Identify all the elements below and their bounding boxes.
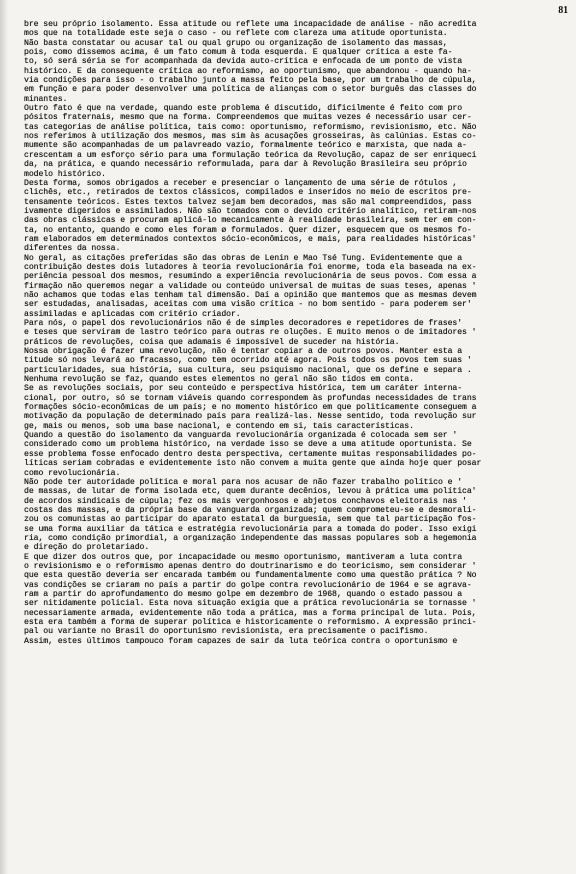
text-line: ge, mais ou menos, sob uma base nacional, e contendo em si, tais características. [24, 421, 414, 431]
text-line: Assim, estes últimos tampouco foram capazes de sair da luta teórica contra o oportunismo e [24, 636, 458, 646]
text-line: via condições para isso - o trabalho junto a massa feito pela base, por um trabalho de cúpula, [24, 76, 477, 86]
text-line: que esta questão deveria ser encarada também ou fundamentalmente como uma questão prática ? No [24, 571, 477, 581]
text-line: mos que na totalidade este seja o caso - ou reflete com clareza uma atitude oportunista. [24, 29, 448, 39]
text-line: clichês, etc., retirados de textos clássicos, compilados e inseridos no meio de escritos pre- [24, 188, 472, 198]
text-line: bre seu próprio isolamento. Essa atitude ou reflete uma incapacidade de análise - não acredita [24, 20, 477, 29]
text-line: Quando a questão do isolamento da vanguarda revolucionária organizada é colocada sem ser ' [24, 431, 458, 441]
page-left-edge-shadow [0, 0, 8, 874]
text-line: não achamos que todas elas tenham tal dimensão. Daí a opinião que mantemos que as mesmas devem [24, 290, 477, 300]
text-line: Não basta constatar ou acusar tal ou qual grupo ou organização de isolamento das massas, [24, 38, 448, 48]
text-line: modelo histórico. [24, 169, 106, 179]
text-line: Outro fato é que na verdade, quando este problema é discutido, dificilmente é feito com pro [24, 104, 463, 114]
text-line: particularidades, sua história, sua cultura, seu psiquismo nacional, que os define e separa . [24, 365, 472, 375]
text-line: E que dizer dos outros que, por incapacidade ou mesmo oportunismo, mantiveram a luta contra [24, 552, 463, 562]
text-line: pósitos fraternais, mesmo que na forma. Compreendemos que muitas vezes é necessário usar cer- [24, 113, 472, 123]
text-line: Desta forma, somos obrigados a receber e presenciar o lançamento de uma série de rótulos , [24, 178, 458, 188]
text-line: minantes. [24, 94, 68, 104]
text-line: e teses que serviram de lastro teórico para outras re oluções. E muito menos o de imitadores ' [24, 328, 477, 338]
text-line: titude só nos levará ao fracasso, como tem ocorrido até agora. Pois todos os povos tem suas ' [24, 356, 472, 366]
text-line: de massas, de lutar de forma isolada etc, quem durante decênios, levou à prática uma política' [24, 487, 477, 497]
body-text [24, 20, 564, 646]
text-line: de acordos sindicais de cúpula; fez os mais vergonhosos e abjetos conchavos eleitorais nas ' [24, 496, 467, 506]
text-line: nos referimos à utilização dos mesmos, mas sim às acusações grosseiras, às calúnias. Estas co- [24, 132, 477, 142]
text-line: tensamente teóricos. Estes textos talvez sejam bem decorados, mas são mal compreendidos, pass [24, 197, 472, 207]
text-line: histórico. E da consequente crítica ao reformismo, ao oportunismo, que abandonou - quando ha- [24, 66, 472, 76]
text-line: práticos de revoluções, coisa que adamais é impossível de suceder na história. [24, 337, 400, 347]
text-line: ram a partir do aprofundamento do mesmo golpe em dezembro de 1968, quando o estado passou a [24, 589, 463, 599]
text-line: como revolucionária. [24, 468, 121, 478]
text-line: costas das massas, e da própria base da vanguarda organizada; quem comprometeu-se e desmorali- [24, 505, 477, 515]
text-line: ria, como condição primordial, a organização independente das massas populares sob a hegemonia [24, 533, 477, 543]
text-line: motivação da população de determinado país para realizá-las. Nesse sentido, toda revolução sur [24, 412, 477, 422]
text-line: diferentes da nossa. [24, 244, 121, 254]
text-line: necessariamente armada, evidentemente não toda a prática, mas a forma principal de luta. Pois, [24, 608, 477, 618]
text-line: o revisionismo e o reformismo apenas dentro do doutrinarismo e do teoricismo, sem considerar ' [24, 561, 477, 571]
text-line: No geral, as citações preferidas são das obras de Lenin e Mao Tsé Tung. Evidentemente que a [24, 253, 463, 263]
text-line: Se as revoluções sociais, por seu conteúdo e perspectiva histórica, tem um caráter interna- [24, 384, 463, 394]
text-line: tas categorias de análise política, tais como: oportunismo, reformismo, revisionismo, etc. Não [24, 122, 477, 132]
text-line: contribuição destes dois lutadores à teoria revolucionária foi enorme, toda ela baseada na ex- [24, 262, 477, 272]
text-line: Nenhuma revolução se faz, quando estes elementos no geral não são tidos em conta. [24, 375, 414, 385]
text-line: esta era também a forma de superar política e historicamente o reformismo. A expressão princi- [24, 618, 477, 627]
text-line: da, na prática, e quando necessário reformulada, para dar à Revolução Brasileira seu próprio [24, 160, 467, 170]
text-line: crescentam a um esforço sério para uma formulação teórica da Revolução, capaz de ser enriqueci [24, 150, 477, 160]
text-line: cional, por outro, só se tornam viáveis quando correspondem às profundas necessidades de trans [24, 393, 477, 403]
text-line: pal ou variante no Brasil do oportunismo revisionista, era precisamente o pacifismo. [24, 627, 429, 637]
text-line: e direção do proletariado. [24, 543, 150, 553]
text-line: Nossa obrigação é fazer uma revolução, não é tentar copiar a de outros povos. Manter esta a [24, 347, 463, 357]
text-line: formações sócio-econômicas de um país; e no momento histórico em que politicamente conseguem a [24, 403, 477, 413]
text-line: esse problema fosse enfocado dentro desta perspectiva, certamente muitas responsabilidades po- [24, 449, 477, 459]
text-line: pois, como dissemos acima, é um fato comum à toda esquerda. E qualquer crítica a este fa- [24, 48, 453, 58]
text-line: das obras clássicas e procuram aplicá-lo mecanicamente à realidade brasileira, sem ter em con- [24, 216, 477, 226]
text-line: ser nitidamente policial. Esta nova situação exigia que a prática revolucionária se tornasse ' [24, 599, 477, 609]
text-line: to, só será séria se for acompanhada da devida auto-crítica e enfocada de um ponto de vista [24, 57, 463, 67]
text-line: periência pessoal dos mesmos, resumindo a experiência revolucionária de seus povos. Com essa a [24, 272, 477, 282]
text-line: Para nós, o papel dos revolucionários não é de simples decoradores e repetidores de frases' [24, 319, 463, 328]
text-line: Não pode ter autoridade política e moral para nos acusar de não fazer trabalho político e ' [24, 477, 463, 487]
text-line: líticas seriam cobradas e evidentemente isto não convem a muita gente que ainda hoje quer posar [24, 459, 482, 469]
text-line: ta, no entanto, quando e como eles foram ø formulados. Quer dizer, esquecem que os mesmos fo- [24, 225, 472, 235]
page-number: 81 [558, 5, 568, 16]
text-line: firmação não queremos negar a validade ou conteúdo universal de muitas de suas teses, apenas ' [24, 281, 477, 291]
text-line: assimiladas e aplicadas com critério criador. [24, 309, 241, 319]
text-line: considerado como um problema histórico, na verdade isso se deve a uma atitude oportunista. Se [24, 440, 472, 450]
text-line: em função e para poder desenvolver uma política de alianças com o setor burguês das classes do [24, 85, 477, 95]
text-line: mumente são acompanhadas de um palavreado vazio, formalmente teórico e marxista, que nada a- [24, 141, 467, 151]
text-line: zou os comunistas ao participar do aparato estatal da burguesia, sem que tal participação fos- [24, 515, 477, 525]
text-line: se uma forma auxiliar da tática e estratégia revolucionária para a tomada do poder. Isso exigi [24, 524, 477, 534]
text-line: ram elaborados em determinados contextos sócio-econômicos, e mais, para realidades históricas' [24, 234, 477, 244]
text-line: ser estudadas, analisadas, aceitas com uma visão crítica - no bom sentido - para poderem ser' [24, 300, 472, 310]
text-line: ivamente digeridos e assimilados. Não são tomados com o devido critério analítico, retiram-nos [24, 206, 477, 216]
text-line: vas condições se criaram no país a partir do golpe contra revolucionário de 1964 e se agrava- [24, 580, 472, 590]
